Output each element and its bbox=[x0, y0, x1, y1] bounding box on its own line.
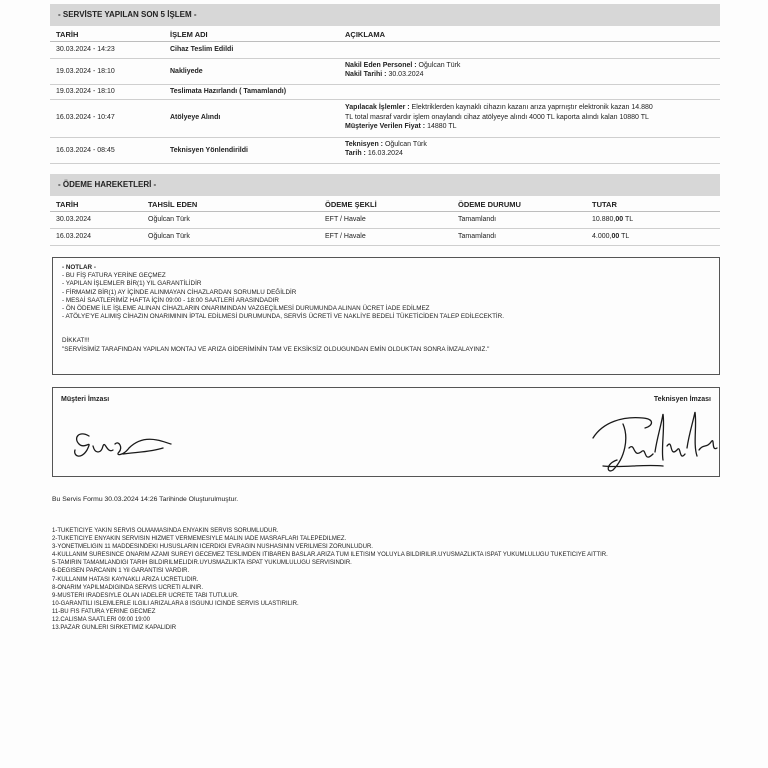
note-item: - BU FİŞ FATURA YERİNE GEÇMEZ bbox=[62, 272, 166, 280]
header-operation: İŞLEM ADI bbox=[170, 30, 208, 39]
amount-integer: 10.880, bbox=[592, 216, 616, 223]
desc-label: Teknisyen : bbox=[345, 141, 383, 148]
header-amount: TUTAR bbox=[592, 200, 617, 209]
operation-date: 19.03.2024 - 18:10 bbox=[56, 68, 115, 75]
terms-item: 5-TAMIRIN TAMAMLANDIGI TARIH BILDIRILMELIDIR.UYUSMAZLIKTA ISPAT YUKUMLULUGU SERVISINDIR. bbox=[52, 560, 352, 567]
signature-box bbox=[52, 387, 720, 477]
operation-name: Nakliyede bbox=[170, 68, 203, 75]
operation-date: 19.03.2024 - 18:10 bbox=[56, 88, 115, 95]
operation-date: 30.03.2024 - 14:23 bbox=[56, 46, 115, 53]
amount-decimal: 00 bbox=[615, 216, 624, 223]
desc-label: Yapılacak İşlemler : bbox=[345, 104, 410, 111]
amount-decimal: 00 bbox=[611, 233, 620, 240]
note-item: - ATÖLYE'YE ALIMIŞ CİHAZIN ONARIMININ İPTAL EDİLMESİ DURUMUNDA, SERVİS ÜCRETİ VE NAKLİYE BEDELİ TÜKETİCİDEN TALEP EDİLECEKTİR. bbox=[62, 313, 504, 321]
payment-status: Tamamlandı bbox=[458, 233, 497, 240]
operation-row bbox=[50, 84, 720, 100]
terms-item: 10-GARANTILI ISLEMLERLE ILGILI ARIZALARA 8 ISGUNU ICINDE SERVIS ULASTIRILIR. bbox=[52, 600, 299, 607]
payment-date: 30.03.2024 bbox=[56, 216, 92, 223]
terms-item: 7-KULLANIM HATASI KAYNAKLI ARIZA UCRETLIDIR. bbox=[52, 576, 199, 583]
desc-value: TL total masraf vardır işlem onaylandı cihaz atölyeye alındı 4000 TL kaporta alındı kalan 10880 TL bbox=[345, 113, 649, 121]
desc-label: Nakil Eden Personel : bbox=[345, 62, 417, 69]
recent-operations-header bbox=[50, 27, 720, 42]
operation-row bbox=[50, 41, 720, 59]
note-item: - ÖN ÖDEME İLE İŞLEME ALINAN CİHAZLARIN ONARIMINDAN VAZGEÇİLMESİ DURUMUNDA ALINAN ÜCRET İADE EDİLMEZ bbox=[62, 305, 430, 313]
operation-description bbox=[345, 140, 427, 158]
operation-date: 16.03.2024 - 10:47 bbox=[56, 114, 115, 121]
payment-row bbox=[50, 228, 720, 246]
amount-integer: 4.000, bbox=[592, 233, 612, 240]
payment-status: Tamamlandı bbox=[458, 216, 497, 223]
header-payment-status: ÖDEME DURUMU bbox=[458, 200, 521, 209]
header-collector: TAHSİL EDEN bbox=[148, 200, 198, 209]
payment-date: 16.03.2024 bbox=[56, 233, 92, 240]
desc-value: 30.03.2024 bbox=[386, 71, 424, 78]
terms-item: 8-ONARIM YAPILMADIGINDA SERVIS UCRETI ALINIR. bbox=[52, 584, 204, 591]
operation-row bbox=[50, 99, 720, 138]
terms-item: 11-BU FIS FATURA YERINE GECMEZ bbox=[52, 608, 156, 615]
operation-row bbox=[50, 137, 720, 164]
operation-date: 16.03.2024 - 08:45 bbox=[56, 147, 115, 154]
technician-signature bbox=[583, 408, 723, 476]
operation-description bbox=[345, 61, 460, 79]
payment-method: EFT / Havale bbox=[325, 216, 366, 223]
payment-collector: Oğulcan Türk bbox=[148, 216, 190, 223]
terms-item: 6-DEGISEN PARCANIN 1 Yil GARANTISI VARDIR. bbox=[52, 568, 190, 575]
payment-amount bbox=[592, 216, 633, 223]
desc-value: Oğulcan Türk bbox=[383, 141, 427, 148]
desc-value: 16.03.2024 bbox=[365, 150, 403, 157]
terms-list bbox=[52, 527, 608, 632]
note-item: - MESAİ SAATLERİMİZ HAFTA İÇİN 09:00 - 18:00 SAATLERİ ARASINDADIR bbox=[62, 296, 279, 304]
customer-signature bbox=[67, 426, 177, 466]
payment-row bbox=[50, 211, 720, 229]
operation-name: Teslimata Hazırlandı ( Tamamlandı) bbox=[170, 88, 287, 95]
terms-item: 12.CALISMA SAATLERI 09:00 19:00 bbox=[52, 617, 150, 624]
amount-currency: TL bbox=[619, 233, 630, 240]
terms-item: 4-KULLANIM SURESINCE ONARIM AZAMI SUREYI GECEMEZ TESLIMDEN ITIBAREN BASLAR.ARIZA TUM ILETISIM YOLUYLA BILDIRILIR.UYUSMAZLIKTA ISPAT YUKUMLULUGU TUKETICIYE AITTIR. bbox=[52, 552, 608, 559]
header-date: TARİH bbox=[56, 200, 79, 209]
payment-amount bbox=[592, 233, 629, 240]
operation-name: Teknisyen Yönlendirildi bbox=[170, 147, 248, 154]
payments-header bbox=[50, 197, 720, 212]
payment-collector: Oğulcan Türk bbox=[148, 233, 190, 240]
desc-value: 14880 TL bbox=[425, 123, 457, 130]
warning-title: DİKKAT!!! bbox=[62, 337, 90, 345]
payment-method: EFT / Havale bbox=[325, 233, 366, 240]
technician-signature-label: Teknisyen İmzası bbox=[653, 396, 711, 403]
header-date: TARİH bbox=[56, 30, 79, 39]
operation-description bbox=[345, 103, 653, 132]
created-note: Bu Servis Formu 30.03.2024 14:26 Tarihinde Oluşturulmuştur. bbox=[52, 496, 239, 503]
note-item: - YAPILAN İŞLEMLER BİR(1) YIL GARANTİLİDİR bbox=[62, 280, 202, 288]
notes-title: - NOTLAR - bbox=[62, 264, 96, 271]
warning-text: "SERVİSİMİZ TARAFINDAN YAPILAN MONTAJ VE ARIZA GİDERİMİNİN TAM VE EKSİKSİZ OLDUGUNDAN EMİN OLDUKTAN SONRA İMZALAYINIZ." bbox=[62, 345, 490, 353]
operation-name: Cihaz Teslim Edildi bbox=[170, 46, 234, 53]
terms-item: 2-TUKETICIYE ENYAKIN SERVISIN HIZMET VERMEMESIYLE MALIN IADE MASRAFLARI TALEPEDILMEZ. bbox=[52, 536, 347, 543]
payments-title: - ÖDEME HAREKETLERİ - bbox=[50, 174, 720, 196]
operation-row bbox=[50, 58, 720, 85]
desc-value: Oğulcan Türk bbox=[416, 62, 461, 69]
operation-name: Atölyeye Alındı bbox=[170, 114, 221, 121]
desc-label: Tarih : bbox=[345, 150, 366, 157]
header-description: AÇIKLAMA bbox=[345, 30, 385, 39]
desc-label: Nakil Tarihi : bbox=[345, 71, 387, 78]
desc-value: Elektriklerden kaynaklı cihazın kazanı arıza yaprnıştır elektronik kazan 14.880 bbox=[409, 104, 653, 111]
note-item: - FİRMAMIZ BİR(1) AY İÇİNDE ALINMAYAN CİHAZLARDAN SORUMLU DEĞİLDİR bbox=[62, 288, 297, 296]
notes-box bbox=[52, 257, 720, 375]
recent-operations-title: - SERVİSTE YAPILAN SON 5 İŞLEM - bbox=[50, 4, 720, 26]
terms-item: 3-YONETMELIGIN 11 MADDESINDEKI HUSUSLARIN ICERDIGI EVRAGIN NUSHASININ VERILMESI ZORUNLUDUR. bbox=[52, 544, 373, 551]
amount-currency: TL bbox=[623, 216, 634, 223]
terms-item: 9-MUSTERI IRADESIYLE OLAN IADELER UCRETE TABI TUTULUR. bbox=[52, 592, 239, 599]
notes-list bbox=[62, 272, 712, 321]
terms-item: 13.PAZAR GUNLERI SIRKETIMIZ KAPALIDIR bbox=[52, 625, 177, 632]
customer-signature-label: Müşteri İmzası bbox=[61, 396, 110, 403]
terms-item: 1-TUKETICIYE YAKIN SERVIS OLMAMASINDA ENYAKIN SERVIS SORUMLUDUR. bbox=[52, 528, 279, 534]
header-payment-method: ÖDEME ŞEKLİ bbox=[325, 200, 377, 209]
desc-label: Müşteriye Verilen Fiyat : bbox=[345, 123, 426, 130]
